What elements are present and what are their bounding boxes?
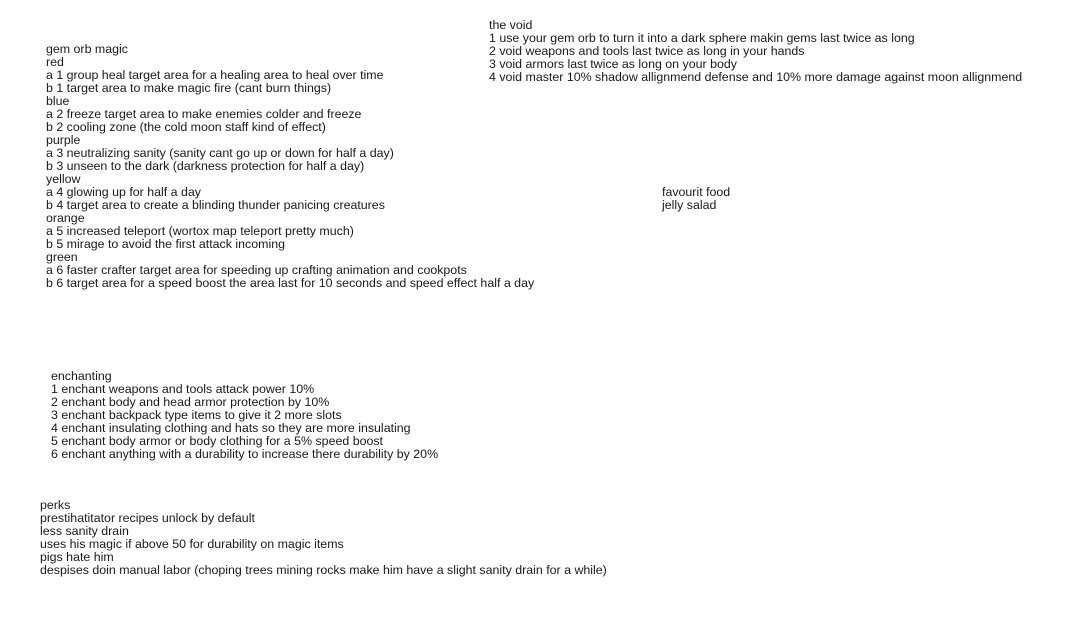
ability-line: b 3 unseen to the dark (darkness protection for half a day) [46,159,365,173]
section-title: enchanting [51,369,112,383]
perk-item: despises doin manual labor (choping trees mining rocks make him have a slight sanity drain for a while) [40,563,607,577]
enchant-item: 2 enchant body and head armor protection by 10% [51,395,330,409]
color-heading: blue [46,94,70,108]
void-item: 1 use your gem orb to turn it into a dark sphere makin gems last twice as long [489,31,915,45]
perk-item: prestihatitator recipes unlock by default [40,511,255,525]
ability-line: a 2 freeze target area to make enemies colder and freeze [46,107,362,121]
color-heading: yellow [46,172,81,186]
ability-line: a 4 glowing up for half a day [46,185,201,199]
perk-item: pigs hate him [40,550,114,564]
color-heading: orange [46,211,85,225]
void-item: 4 void master 10% shadow allignmend defense and 10% more damage against moon allignmend [489,70,1023,84]
ability-line: b 6 target area for a speed boost the area last for 10 seconds and speed effect half a day [46,276,535,290]
perks-section [40,499,607,577]
enchant-item: 5 enchant body armor or body clothing for a 5% speed boost [51,434,384,448]
ability-line: a 3 neutralizing sanity (sanity cant go up or down for half a day) [46,146,394,160]
food-item: jelly salad [662,198,717,212]
section-title: favourit food [662,185,731,199]
favourite-food-section [662,186,730,212]
gem-orb-magic-section [46,43,534,290]
ability-line: a 6 faster crafter target area for speeding up crafting animation and cookpots [46,263,467,277]
color-heading: green [46,250,78,264]
enchanting-section [51,370,438,461]
void-item: 3 void armors last twice as long on your body [489,57,737,71]
perk-item: less sanity drain [40,524,129,538]
color-heading: purple [46,133,81,147]
ability-line: b 2 cooling zone (the cold moon staff kind of effect) [46,120,326,134]
section-title: gem orb magic [46,42,128,56]
enchant-item: 4 enchant insulating clothing and hats so they are more insulating [51,421,411,435]
perk-item: uses his magic if above 50 for durability on magic items [40,537,344,551]
ability-line: b 1 target area to make magic fire (cant burn things) [46,81,332,95]
enchant-item: 1 enchant weapons and tools attack power 10% [51,382,315,396]
ability-line: b 4 target area to create a blinding thunder panicing creatures [46,198,385,212]
ability-line: a 5 increased teleport (wortox map teleport pretty much) [46,224,354,238]
color-heading: red [46,55,64,69]
enchant-item: 6 enchant anything with a durability to increase there durability by 20% [51,447,439,461]
ability-line: b 5 mirage to avoid the first attack incoming [46,237,285,251]
void-section [489,19,1022,84]
enchant-item: 3 enchant backpack type items to give it 2 more slots [51,408,342,422]
section-title: perks [40,498,71,512]
void-item: 2 void weapons and tools last twice as long in your hands [489,44,805,58]
section-title: the void [489,18,533,32]
ability-line: a 1 group heal target area for a healing area to heal over time [46,68,384,82]
